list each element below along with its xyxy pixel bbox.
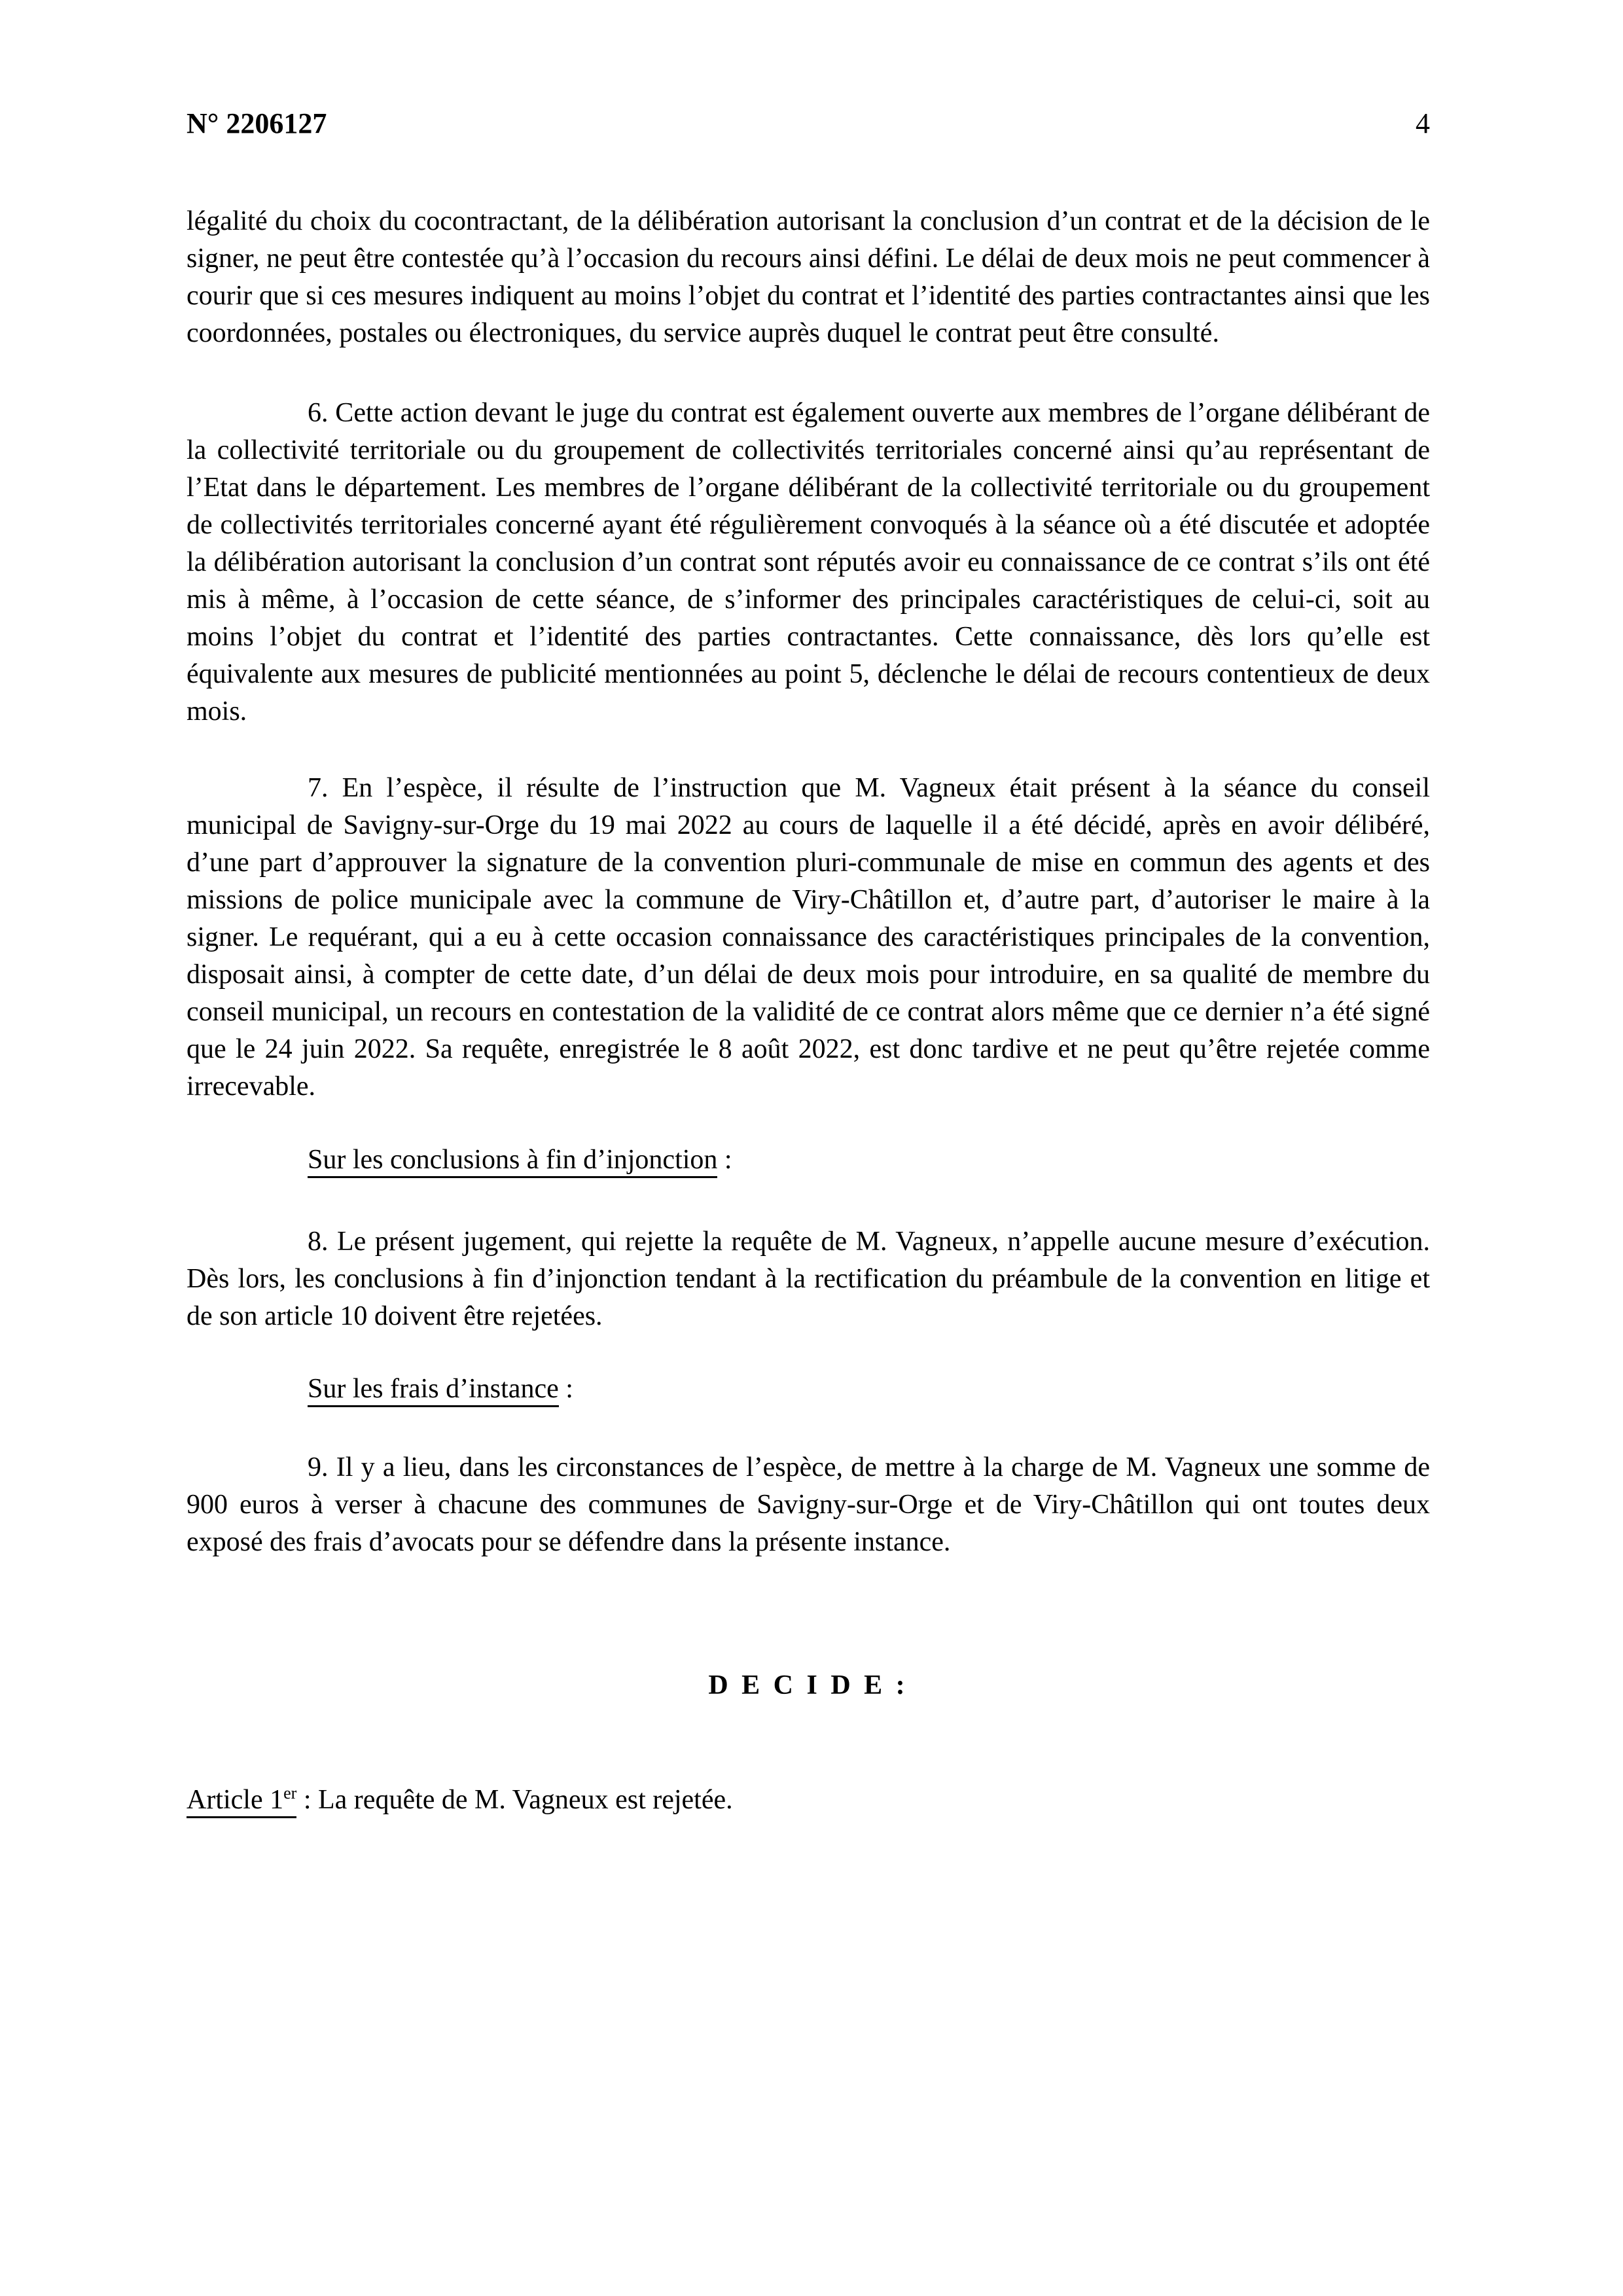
heading-frais-text: Sur les frais d’instance	[308, 1374, 559, 1407]
paragraph-6: 6. Cette action devant le juge du contrat est également ouverte aux membres de l’organe délibérant de la collectivité territoriale ou du groupement de collectivités territoriales concerné ainsi qu’au représentant de l’Etat dans le département. Les membres de l’organe délibérant de la collectivité territoriale ou du groupement de collectivités territoriales concerné ayant été régulièrement convoqués à la séance où a été discutée et adoptée la délibération autorisant la conclusion d’un contrat sont réputés avoir eu connaissance de ce contrat s’ils ont été mis à même, à l’occasion de cette séance, de s’informer des principales caractéristiques de celui-ci, soit au moins l’objet du contrat et l’identité des parties contractantes. Cette connaissance, dès lors qu’elle est équivalente aux mesures de publicité mentionnées au point 5, déclenche le délai de recours contentieux de deux mois.	[187, 398, 1430, 726]
article-1	[187, 1782, 1430, 1819]
decide-heading: D E C I D E :	[708, 1670, 908, 1700]
article-1-label	[187, 1785, 296, 1818]
article-1-label-text: Article 1	[187, 1785, 284, 1815]
paragraph-continuation: légalité du choix du cocontractant, de la délibération autorisant la conclusion d’un contrat et de la décision de le signer, ne peut être contestée qu’à l’occasion du recours ainsi défini. Le délai de deux mois ne peut commencer à courir que si ces mesures indiquent au moins l’objet du contrat et l’identité des parties contractantes ainsi que les coordonnées, postales ou électroniques, du service auprès duquel le contrat peut être consulté.	[187, 206, 1430, 348]
paragraph-7: 7. En l’espèce, il résulte de l’instruction que M. Vagneux était présent à la séance du conseil municipal de Savigny-sur-Orge du 19 mai 2022 au cours de laquelle il a été décidé, après en avoir délibéré, d’une part d’approuver la signature de la convention pluri-communale de mise en commun des agents et des missions de police municipale avec la commune de Viry-Châtillon et, d’autre part, d’autoriser le maire à la signer. Le requérant, qui a eu à cette occasion connaissance des caractéristiques principales de la convention, disposait ainsi, à compter de cette date, d’un délai de deux mois pour introduire, en sa qualité de membre du conseil municipal, un recours en contestation de la validité de ce contrat alors même que ce dernier n’a été signé que le 24 juin 2022. Sa requête, enregistrée le 8 août 2022, est donc tardive et ne peut qu’être rejetée comme irrecevable.	[187, 773, 1430, 1102]
article-1-text: : La requête de M. Vagneux est rejetée.	[296, 1785, 733, 1815]
page-header	[187, 105, 1430, 142]
page-number: 4	[1416, 107, 1430, 139]
article-1-label-sup: er	[283, 1784, 297, 1803]
heading-frais	[187, 1371, 1430, 1408]
paragraph-8: 8. Le présent jugement, qui rejette la requête de M. Vagneux, n’appelle aucune mesure d’exécution. Dès lors, les conclusions à fin d’injonction tendant à la rectification du préambule de la convention en litige et de son article 10 doivent être rejetées.	[187, 1227, 1430, 1331]
judgment-body	[187, 203, 1430, 1819]
heading-injonction	[187, 1141, 1430, 1179]
paragraph-9: 9. Il y a lieu, dans les circonstances de l’espèce, de mettre à la charge de M. Vagneux une somme de 900 euros à verser à chacune des communes de Savigny-sur-Orge et de Viry-Châtillon qui ont toutes deux exposé des frais d’avocats pour se défendre dans la présente instance.	[187, 1452, 1430, 1557]
document-number: N° 2206127	[187, 107, 327, 139]
heading-frais-colon: :	[558, 1374, 573, 1404]
heading-injonction-text: Sur les conclusions à fin d’injonction	[308, 1145, 717, 1178]
heading-injonction-colon: :	[717, 1145, 732, 1175]
